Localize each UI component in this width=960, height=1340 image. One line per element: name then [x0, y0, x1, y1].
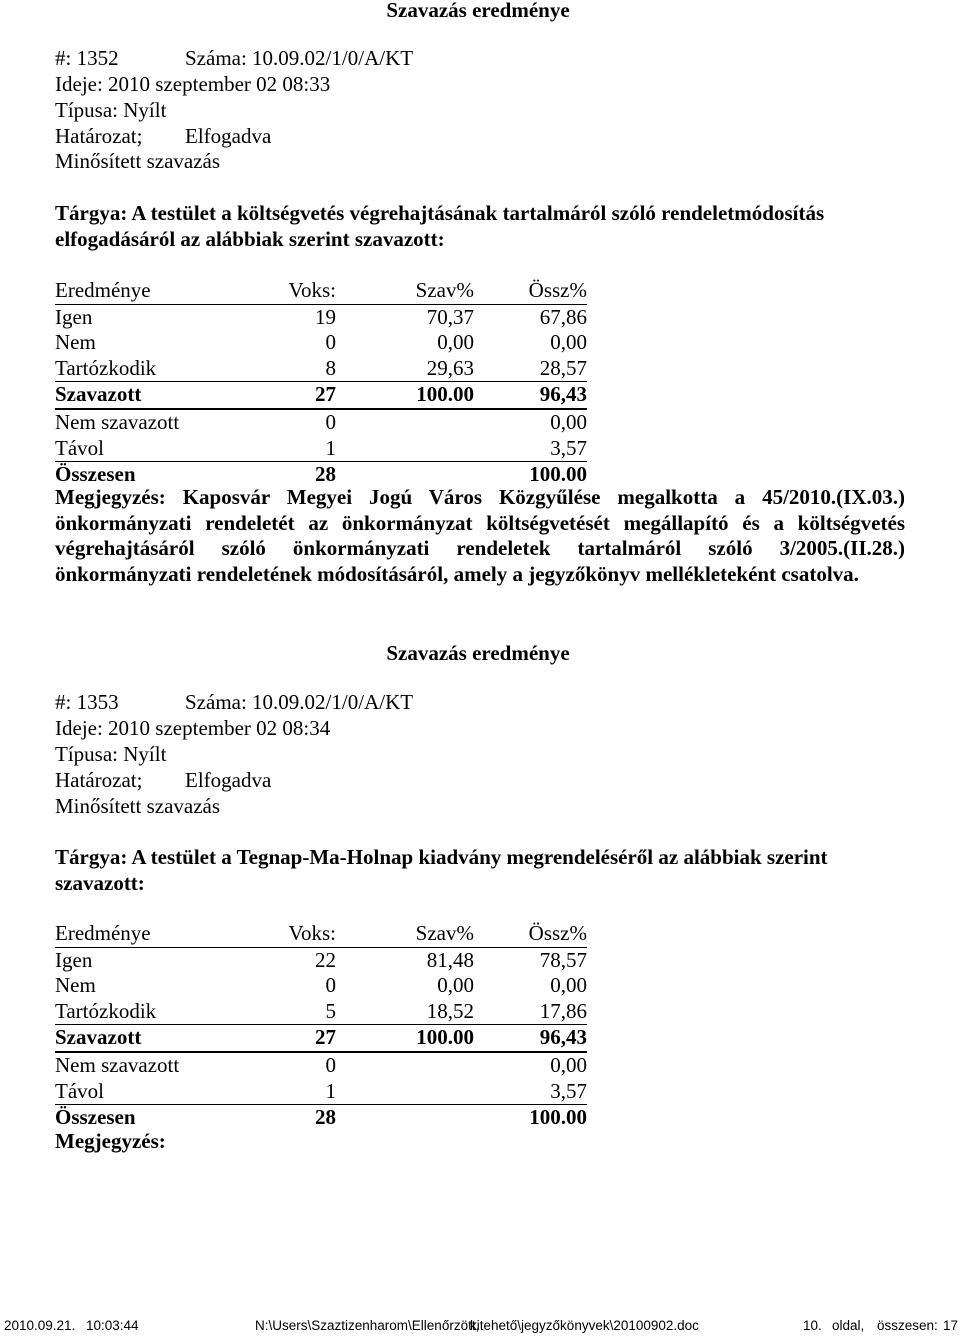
- vote-id: Száma: 10.09.02/1/0/A/KT: [185, 46, 414, 70]
- row-votes: 19: [315, 304, 336, 329]
- decision-label: Határozat;: [55, 768, 143, 792]
- row-votes: 0: [325, 1052, 336, 1077]
- table-row: [55, 1105, 587, 1131]
- footer-time: 10:03:44: [86, 1318, 139, 1333]
- vote-id: Száma: 10.09.02/1/0/A/KT: [185, 690, 414, 714]
- row-label: Távol: [55, 436, 277, 462]
- table-row: [55, 409, 587, 436]
- row-votes: 28: [315, 462, 336, 487]
- vote-time: Ideje: 2010 szeptember 02 08:33: [55, 72, 331, 96]
- table-row: [55, 947, 587, 973]
- table-row: [55, 436, 587, 462]
- row-total-pct: 100.00: [529, 462, 587, 487]
- row-label: Szavazott: [55, 382, 277, 409]
- row-total-pct: 96,43: [474, 1025, 587, 1052]
- header-total-pct: Össz%: [474, 921, 587, 947]
- decision-value: Elfogadva: [185, 124, 272, 148]
- footer-path-file: kitehető\jegyzőkönyvek\20100902.doc: [470, 1318, 699, 1333]
- row-total-pct: 96,43: [474, 382, 587, 409]
- row-label: Szavazott: [55, 1025, 277, 1052]
- table-row: [55, 304, 587, 330]
- row-label: Tartózkodik: [55, 999, 277, 1025]
- row-label: Nem szavazott: [55, 1052, 180, 1077]
- footer-date: 2010.09.21.: [4, 1318, 76, 1333]
- row-votes: 0: [325, 973, 336, 998]
- row-vote-pct: 100.00: [336, 382, 474, 409]
- table-row: [55, 1079, 587, 1105]
- decision-value: Elfogadva: [185, 768, 272, 792]
- row-total-pct: 3,57: [474, 436, 587, 462]
- footer-total-label: összesen:: [877, 1318, 938, 1333]
- table-row: [55, 356, 587, 382]
- row-total-pct: 0,00: [550, 330, 587, 355]
- vote-number: #: 1352: [55, 46, 119, 70]
- footer-total-pages: 17: [943, 1318, 959, 1333]
- row-vote-pct: 100.00: [336, 1025, 474, 1052]
- row-label: Igen: [55, 947, 93, 972]
- table-row: [55, 1052, 587, 1079]
- row-vote-pct: 18,52: [336, 999, 474, 1025]
- row-label: Igen: [55, 304, 93, 329]
- results-table: [55, 278, 587, 488]
- decision-label: Határozat;: [55, 124, 143, 148]
- table-row: [55, 1025, 587, 1052]
- row-total-pct: 100.00: [529, 1105, 587, 1130]
- table-row: [55, 999, 587, 1025]
- footer-page-number: 10.: [803, 1318, 822, 1333]
- row-vote-pct: 70,37: [426, 304, 474, 329]
- row-votes: 27: [277, 1025, 336, 1052]
- row-label: Nem szavazott: [55, 409, 180, 434]
- row-label: Összesen: [55, 462, 136, 487]
- table-row: [55, 382, 587, 409]
- table-row: [55, 330, 587, 356]
- row-votes: 22: [315, 947, 336, 972]
- row-label: Összesen: [55, 1105, 136, 1130]
- vote-subject: Tárgya: A testület a költségvetés végrehajtásának tartalmáról szóló rendeletmódosítás elfogadásáról az alábbiak szerint szavazott:: [55, 201, 825, 251]
- row-total-pct: 28,57: [474, 356, 587, 382]
- qualified-vote: Minősített szavazás: [55, 149, 221, 173]
- table-row: [55, 462, 587, 488]
- row-vote-pct: [336, 1079, 474, 1105]
- section-heading: Szavazás eredménye: [386, 641, 570, 665]
- results-header-row: [55, 278, 587, 304]
- footer-page-label: oldal,: [832, 1318, 865, 1333]
- row-votes: 0: [325, 330, 336, 355]
- row-vote-pct: 0,00: [437, 973, 474, 998]
- row-votes: 28: [315, 1105, 336, 1130]
- row-total-pct: 3,57: [474, 1079, 587, 1105]
- vote-note: Megjegyzés: Kaposvár Megyei Jogú Város Közgyűlése megalkotta a 45/2010.(IX.03.) önkormányzati rendeletét az önkormányzat költségvetését megállapító és a költségvetés végrehajtásáról szóló önkormányzati rendeletek tartalmáról szóló 3/2005.(II.28.) önkormányzati rendeletének módosításáról, amely a jegyzőkönyv mellékleteként csatolva.: [55, 485, 905, 586]
- vote-note: Megjegyzés:: [55, 1129, 166, 1153]
- vote-subject: Tárgya: A testület a Tegnap-Ma-Holnap kiadvány megrendeléséről az alábbiak szerint szavazott:: [55, 845, 828, 895]
- row-votes: 5: [277, 999, 336, 1025]
- row-votes: 1: [277, 1079, 336, 1105]
- row-vote-pct: [336, 436, 474, 462]
- row-vote-pct: [336, 1052, 474, 1079]
- row-label: Nem: [55, 330, 96, 355]
- results-header-row: [55, 921, 587, 947]
- vote-number: #: 1353: [55, 690, 119, 714]
- vote-type: Típusa: Nyílt: [55, 742, 167, 766]
- header-vote-pct: Szav%: [336, 278, 474, 304]
- header-votes: Voks:: [277, 278, 336, 304]
- row-votes: 27: [277, 382, 336, 409]
- header-result: Eredménye: [55, 921, 277, 947]
- row-total-pct: 67,86: [539, 304, 587, 329]
- row-total-pct: 78,57: [539, 947, 587, 972]
- vote-time: Ideje: 2010 szeptember 02 08:34: [55, 716, 331, 740]
- header-total-pct: Össz%: [474, 278, 587, 304]
- row-total-pct: 0,00: [550, 973, 587, 998]
- footer-path: N:\Users\Szaztizenharom\Ellenőrzött,: [255, 1318, 480, 1333]
- row-votes: 8: [277, 356, 336, 382]
- table-row: [55, 973, 587, 999]
- row-total-pct: 0,00: [550, 1052, 587, 1077]
- row-vote-pct: [336, 409, 474, 436]
- row-total-pct: 0,00: [550, 409, 587, 434]
- section-heading: Szavazás eredménye: [386, 0, 570, 22]
- row-vote-pct: [336, 1105, 474, 1131]
- header-vote-pct: Szav%: [336, 921, 474, 947]
- vote-type: Típusa: Nyílt: [55, 98, 167, 122]
- row-label: Távol: [55, 1079, 277, 1105]
- row-votes: 1: [277, 436, 336, 462]
- header-result: Eredménye: [55, 278, 277, 304]
- row-total-pct: 17,86: [474, 999, 587, 1025]
- row-vote-pct: [336, 462, 474, 488]
- results-table: [55, 921, 587, 1131]
- row-vote-pct: 29,63: [336, 356, 474, 382]
- row-label: Nem: [55, 973, 96, 998]
- row-label: Tartózkodik: [55, 356, 277, 382]
- row-vote-pct: 81,48: [426, 947, 474, 972]
- row-vote-pct: 0,00: [437, 330, 474, 355]
- row-votes: 0: [325, 409, 336, 434]
- header-votes: Voks:: [277, 921, 336, 947]
- qualified-vote: Minősített szavazás: [55, 794, 221, 818]
